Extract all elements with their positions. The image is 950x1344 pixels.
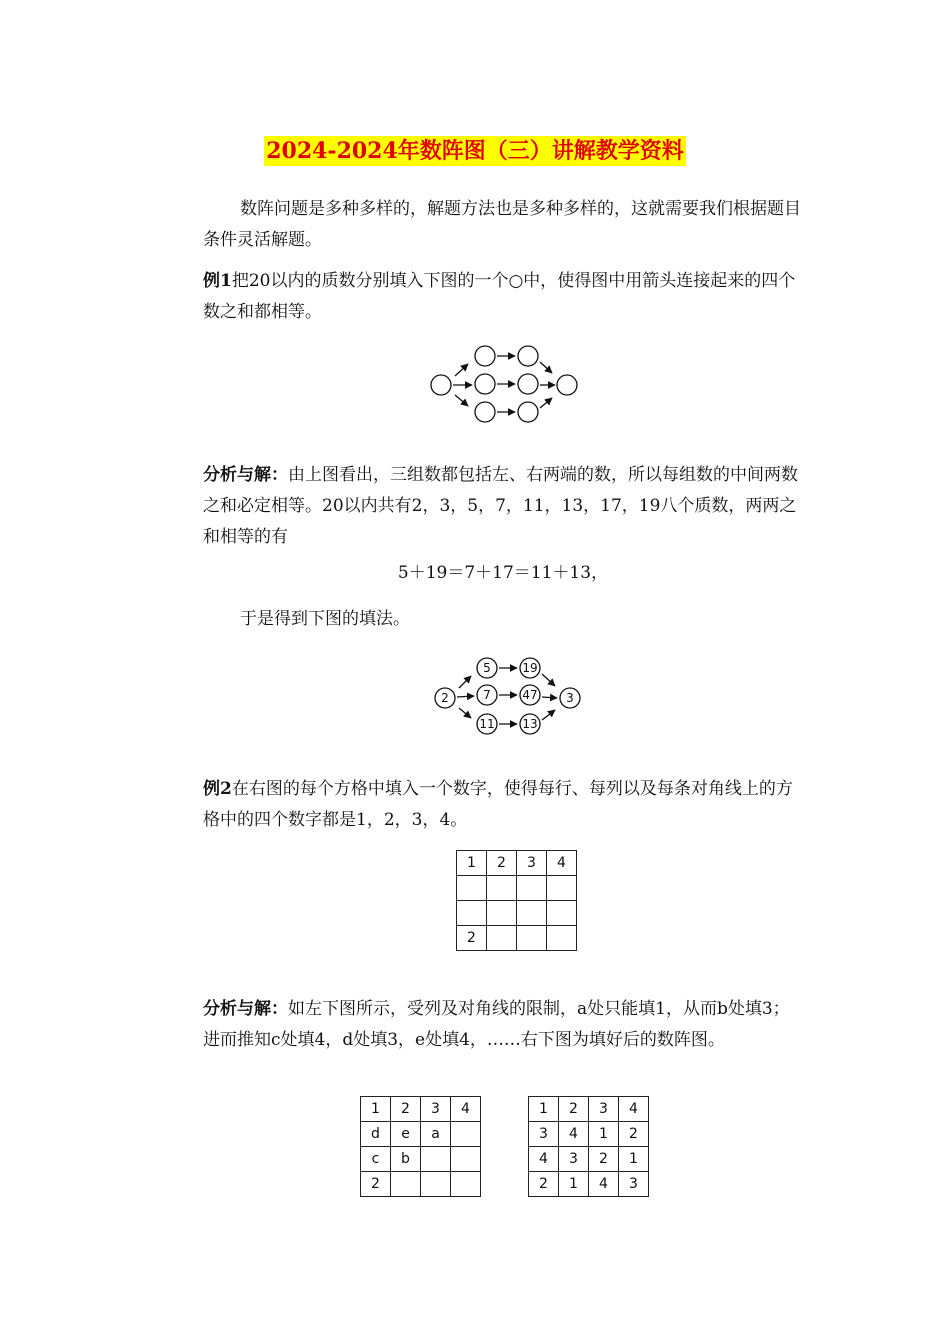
circle-top-2: [518, 346, 538, 366]
grid-cell: [487, 901, 517, 926]
grid-cell: b: [391, 1147, 421, 1172]
grid-cell: 1: [529, 1097, 559, 1122]
grid-cell: [451, 1147, 481, 1172]
grid-cell: 3: [559, 1147, 589, 1172]
arrow: [455, 364, 468, 376]
grid-cell: 1: [619, 1147, 649, 1172]
grid-cell: [547, 876, 577, 901]
grid-row: [529, 1147, 649, 1172]
example1-text: 把20以内的质数分别填入下图的一个○中，使得图中用箭头连接起来的四个数之和都相等。: [203, 271, 796, 322]
grid-row: [457, 901, 577, 926]
grid-cell: 1: [589, 1122, 619, 1147]
intro-paragraph: 数阵问题是多种多样的，解题方法也是多种多样的，这就需要我们根据题目条件灵活解题。: [203, 199, 801, 250]
grid-cell: [451, 1122, 481, 1147]
grid-cell: 2: [457, 926, 487, 951]
answer-grid: [528, 1096, 649, 1197]
grid-row: [361, 1147, 481, 1172]
circle-mid-1-value: 7: [483, 688, 491, 702]
analysis2-label: 分析与解：: [203, 999, 288, 1019]
circle-mid-2-value: 47: [522, 688, 538, 702]
example2-label: 例2: [203, 779, 232, 799]
example2-paragraph: [203, 774, 803, 836]
circle-left: [431, 375, 451, 395]
circle-mid-2: [518, 374, 538, 394]
grid-cell: 1: [361, 1097, 391, 1122]
circle-top-1: [475, 346, 495, 366]
grid-cell: d: [361, 1122, 391, 1147]
example1-label: 例1: [203, 271, 232, 291]
grid-cell: [547, 926, 577, 951]
empty-circle-diagram: [420, 340, 590, 426]
equation: 5＋19＝7＋17＝11＋13，: [397, 563, 609, 583]
analysis1-paragraph: [203, 460, 803, 553]
grid-cell: [487, 876, 517, 901]
grid-cell: [421, 1172, 451, 1197]
grid-cell: 2: [361, 1172, 391, 1197]
arrow: [542, 674, 555, 686]
arrow: [542, 710, 555, 720]
analysis2-paragraph: [203, 994, 803, 1056]
grid-cell: [391, 1172, 421, 1197]
grid-cell: 1: [457, 851, 487, 876]
grid-cell: a: [421, 1122, 451, 1147]
conclusion: 于是得到下图的填法。: [240, 609, 410, 629]
circle-bot-2-value: 13: [522, 717, 538, 731]
arrow: [459, 676, 471, 688]
grid-cell: 2: [487, 851, 517, 876]
grid-row: [529, 1172, 649, 1197]
circle-top-2-value: 19: [522, 661, 538, 675]
grid-row: [361, 1172, 481, 1197]
arrow: [540, 398, 552, 408]
grid-row: [361, 1122, 481, 1147]
grid-cell: 2: [619, 1122, 649, 1147]
arrow: [542, 697, 557, 698]
grid-row: [457, 926, 577, 951]
grid-cell: 4: [619, 1097, 649, 1122]
arrow: [457, 696, 474, 697]
arrow: [455, 395, 468, 406]
grid-cell: [487, 926, 517, 951]
grid-cell: 2: [391, 1097, 421, 1122]
grid-cell: 3: [421, 1097, 451, 1122]
grid-row: [457, 876, 577, 901]
grid-row: [529, 1097, 649, 1122]
grid-row: [457, 851, 577, 876]
grid-cell: [451, 1172, 481, 1197]
circle-top-1-value: 5: [483, 661, 491, 675]
analysis1-label: 分析与解：: [203, 465, 288, 485]
analysis1-text: 由上图看出，三组数都包括左、右两端的数，所以每组数的中间两数之和必定相等。20以内共有2，3，5，7，11，13，17，19八个质数，两两之和相等的有: [203, 465, 798, 547]
grid-cell: [421, 1147, 451, 1172]
arrow: [540, 362, 552, 373]
grid-cell: 4: [451, 1097, 481, 1122]
grid-cell: 1: [559, 1172, 589, 1197]
problem-grid: [456, 850, 577, 951]
grid-cell: 4: [589, 1172, 619, 1197]
grid-cell: [517, 901, 547, 926]
circle-bot-2: [518, 402, 538, 422]
grid-cell: 2: [589, 1147, 619, 1172]
circle-left-value: 2: [441, 691, 449, 705]
circle-right-value: 3: [566, 691, 574, 705]
arrow: [459, 708, 471, 718]
circle-right: [557, 375, 577, 395]
page-title: 2024-2024年数阵图（三）讲解教学资料: [266, 138, 684, 164]
grid-cell: 3: [529, 1122, 559, 1147]
example2-text: 在右图的每个方格中填入一个数字，使得每行、每列以及每条对角线上的方格中的四个数字都是1，2，3，4。: [203, 779, 793, 830]
analysis2-text: 如左下图所示，受列及对角线的限制，a处只能填1，从而b处填3；进而推知c处填4，d处填3，e处填4，……右下图为填好后的数阵图。: [203, 999, 790, 1050]
grid-cell: 3: [589, 1097, 619, 1122]
circle-bot-1-value: 11: [479, 717, 495, 731]
solution-circle-diagram: [424, 652, 590, 742]
grid-cell: [517, 926, 547, 951]
grid-cell: [517, 876, 547, 901]
grid-cell: [457, 876, 487, 901]
grid-row: [361, 1097, 481, 1122]
grid-cell: 3: [517, 851, 547, 876]
grid-cell: 2: [529, 1172, 559, 1197]
grid-cell: [547, 901, 577, 926]
circle-bot-1: [475, 402, 495, 422]
grid-cell: [457, 901, 487, 926]
grid-cell: e: [391, 1122, 421, 1147]
grid-cell: 4: [529, 1147, 559, 1172]
grid-cell: 2: [559, 1097, 589, 1122]
grid-cell: 4: [547, 851, 577, 876]
circle-mid-1: [475, 374, 495, 394]
grid-cell: c: [361, 1147, 391, 1172]
grid-cell: 4: [559, 1122, 589, 1147]
example1-paragraph: [203, 266, 803, 328]
letter-grid: [360, 1096, 481, 1197]
grid-cell: 3: [619, 1172, 649, 1197]
grid-row: [529, 1122, 649, 1147]
